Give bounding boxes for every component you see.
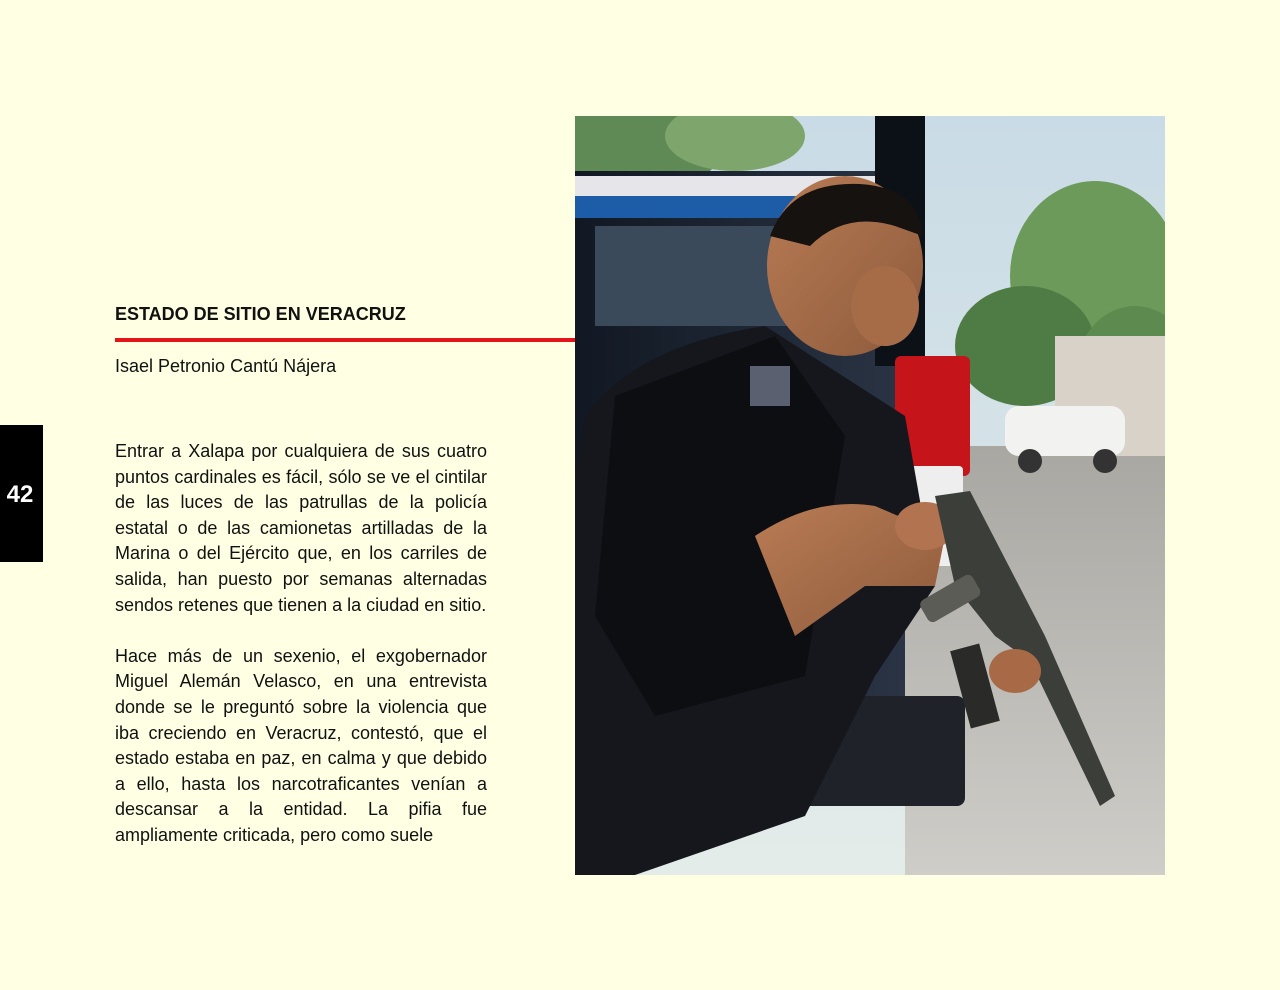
title-divider — [115, 338, 576, 342]
article-author: Isael Petronio Cantú Nájera — [115, 356, 337, 376]
article-photo — [575, 116, 1165, 875]
page-number: 42 — [6, 480, 34, 508]
article-title: ESTADO DE SITIO EN VERACRUZ — [115, 304, 406, 324]
body-paragraph: Hace más de un sexenio, el exgobernador Miguel Alemán Velasco, en una entrevista donde se le preguntó sobre la violencia que iba creciendo en Veracruz, contestó, que el estado estaba en paz, en calma y que debido a ello, hasta los narcotraficantes venían a descansar a la entidad. La pifia fue ampliamente criticada, pero como suele — [115, 645, 487, 845]
body-paragraph: Entrar a Xalapa por cualquiera de sus cuatro puntos cardinales es fácil, sólo se ve el cintilar de las luces de las patrullas de la policía estatal o de las camionetas artilladas de la Marina o del Ejército que, en los carriles de salida, han puesto por semanas alternadas sendos retenes que tienen a la ciudad en sitio. — [115, 441, 487, 615]
page-number-tab — [0, 425, 43, 562]
article-body — [115, 439, 487, 874]
